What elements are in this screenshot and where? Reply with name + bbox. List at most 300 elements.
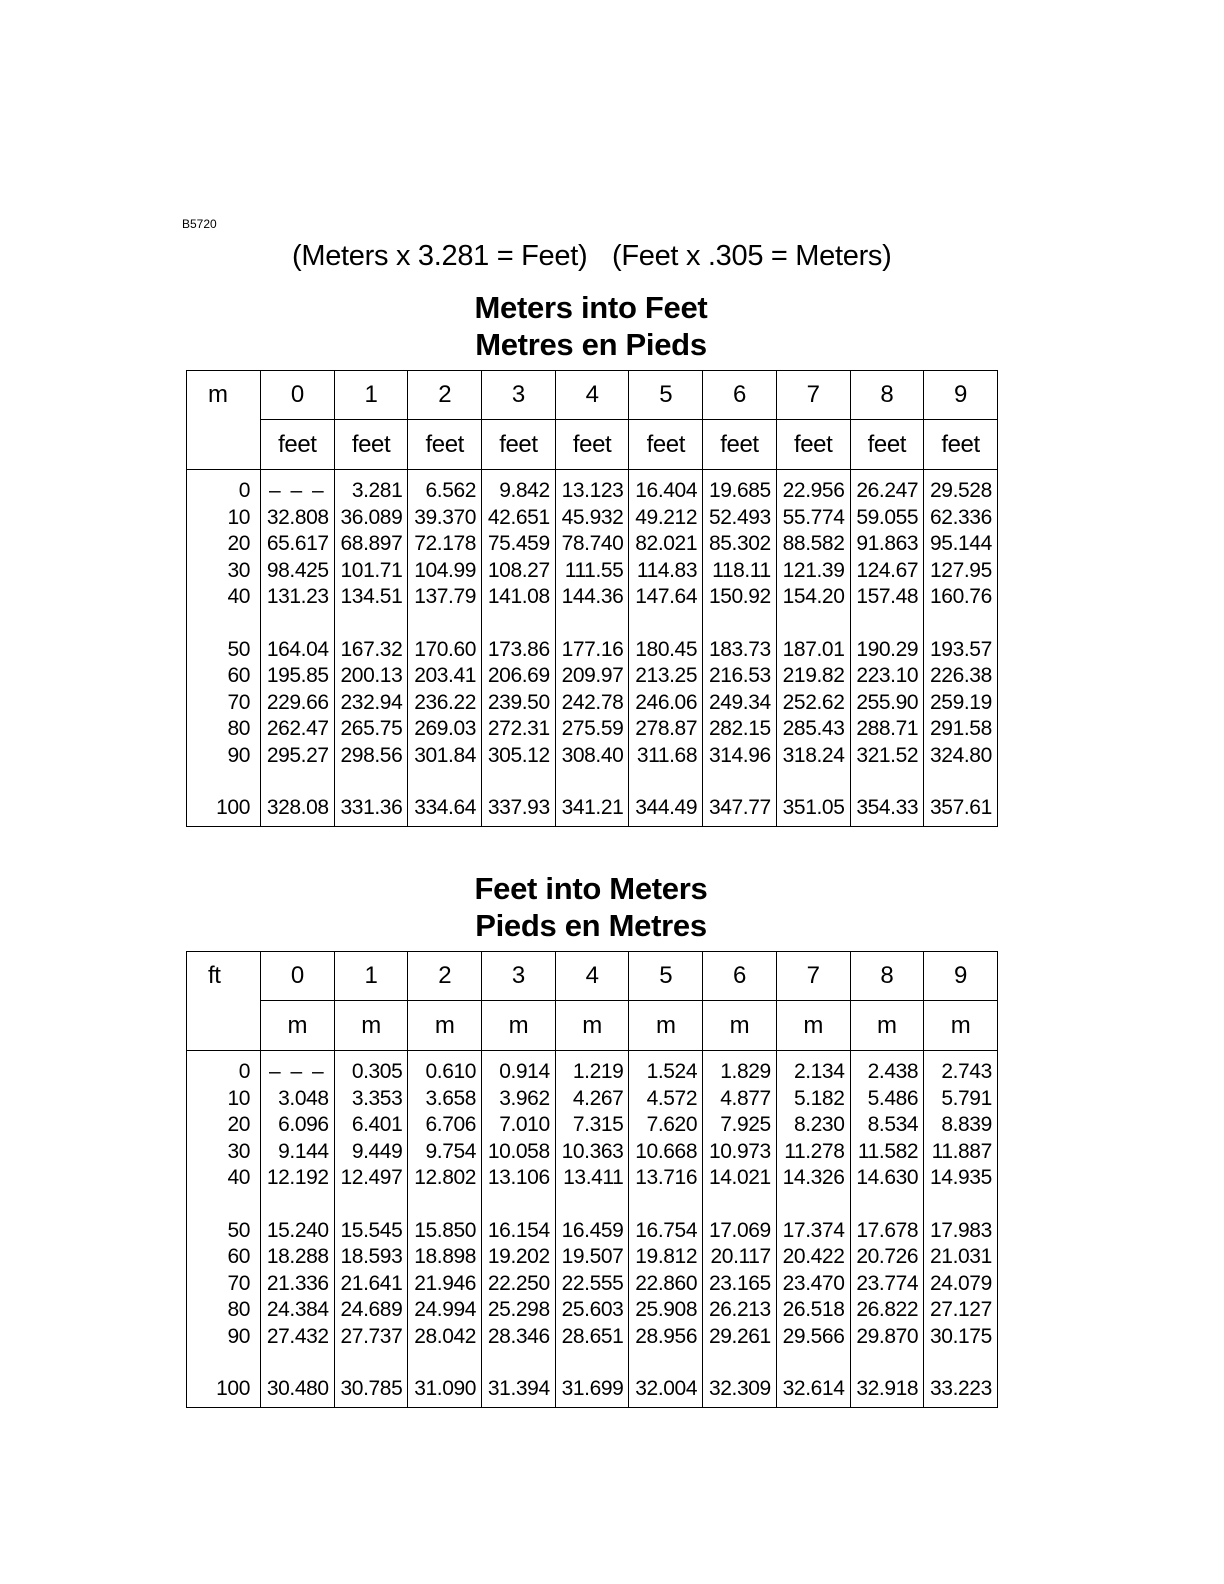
value-cell: 22.555 [555,1271,629,1298]
value-cell: 29.261 [703,1324,777,1351]
column-header: 7 [776,952,850,1001]
spacer-row [187,1192,998,1218]
value-cell: 2.438 [850,1051,924,1086]
value-cell: 318.24 [776,743,850,770]
value-cell: 18.593 [334,1244,408,1271]
unit-header-row [187,420,998,470]
spacer-cell [408,1350,482,1376]
column-header: 7 [776,371,850,420]
unit-label: m [261,1001,335,1051]
column-header: 5 [629,371,703,420]
value-cell: 19.685 [703,470,777,505]
value-cell: 29.870 [850,1324,924,1351]
spacer-cell [261,769,335,795]
spacer-cell [924,769,998,795]
spacer-cell [187,1192,261,1218]
column-header: 9 [924,952,998,1001]
row-label: 70 [227,1271,250,1295]
value-cell: 177.16 [555,637,629,664]
table-row [187,663,998,690]
unit-label: feet [482,420,556,470]
value-cell: 354.33 [850,795,924,826]
unit-label: feet [261,420,335,470]
column-header: 0 [261,371,335,420]
table-row [187,470,998,505]
value-cell: 28.042 [408,1324,482,1351]
value-cell: 314.96 [703,743,777,770]
value-cell: 18.288 [261,1244,335,1271]
value-cell: 14.326 [776,1165,850,1192]
value-cell: 13.716 [629,1165,703,1192]
unit-label: feet [334,420,408,470]
value-cell: 14.630 [850,1165,924,1192]
spacer-row [187,1350,998,1376]
table-row [187,1051,998,1086]
spacer-cell [482,769,556,795]
spacer-cell [482,1350,556,1376]
row-label: 70 [227,690,250,714]
table-row [187,1086,998,1113]
value-cell: 10.973 [703,1139,777,1166]
column-header: 2 [408,952,482,1001]
value-cell: 0.305 [334,1051,408,1086]
spacer-cell [408,769,482,795]
value-cell: 301.84 [408,743,482,770]
value-cell: 65.617 [261,531,335,558]
value-cell: 24.689 [334,1297,408,1324]
value-cell: 5.791 [924,1086,998,1113]
spacer-cell [850,1192,924,1218]
table-row [187,1244,998,1271]
spacer-cell [187,769,261,795]
value-cell: 4.267 [555,1086,629,1113]
value-cell: 27.737 [334,1324,408,1351]
spacer-cell [187,611,261,637]
column-header: 3 [482,371,556,420]
column-header-row [187,952,998,1001]
unit-label: feet [703,420,777,470]
spacer-cell [334,769,408,795]
value-cell: 347.77 [703,795,777,826]
value-cell: 20.422 [776,1244,850,1271]
value-cell: 282.15 [703,716,777,743]
value-cell: 1.524 [629,1051,703,1086]
row-label: 90 [227,1324,250,1348]
value-cell: 20.726 [850,1244,924,1271]
value-cell: 206.69 [482,663,556,690]
value-cell: 262.47 [261,716,335,743]
value-cell: 72.178 [408,531,482,558]
value-cell: 6.706 [408,1112,482,1139]
value-cell: 121.39 [776,558,850,585]
value-cell: 11.278 [776,1139,850,1166]
column-header: 6 [703,371,777,420]
value-cell: 298.56 [334,743,408,770]
value-cell: 118.11 [703,558,777,585]
value-cell: 0.610 [408,1051,482,1086]
value-cell: 59.055 [850,505,924,532]
table2-title-en: Feet into Meters [474,871,708,906]
value-cell: 3.658 [408,1086,482,1113]
unit-label: m [334,1001,408,1051]
spacer-cell [924,1192,998,1218]
spacer-cell [776,611,850,637]
spacer-row [187,611,998,637]
value-cell: 285.43 [776,716,850,743]
spacer-cell [629,769,703,795]
value-cell: 213.25 [629,663,703,690]
value-cell: 49.212 [629,505,703,532]
value-cell: 203.41 [408,663,482,690]
value-cell: 36.089 [334,505,408,532]
value-cell: 1.219 [555,1051,629,1086]
table-row [187,1324,998,1351]
value-cell: 3.048 [261,1086,335,1113]
table-row [187,558,998,585]
value-cell: 101.71 [334,558,408,585]
value-cell: 351.05 [776,795,850,826]
row-label: 20 [227,532,250,556]
value-cell: 12.802 [408,1165,482,1192]
value-cell: 21.031 [924,1244,998,1271]
unit-label: m [482,1001,556,1051]
value-cell: 242.78 [555,690,629,717]
value-cell: 187.01 [776,637,850,664]
value-cell: 8.534 [850,1112,924,1139]
spacer-cell [408,611,482,637]
spacer-cell [850,769,924,795]
unit-label: m [850,1001,924,1051]
spacer-cell [629,611,703,637]
feet-to-meters-formula: (Feet x .305 = Meters) [612,240,892,272]
value-cell: 331.36 [334,795,408,826]
value-cell: 26.822 [850,1297,924,1324]
spacer-cell [924,1350,998,1376]
unit-label: feet [924,420,998,470]
unit-label: m [629,1001,703,1051]
value-cell: 91.863 [850,531,924,558]
spacer-cell [850,611,924,637]
value-cell: 324.80 [924,743,998,770]
column-header: 4 [555,952,629,1001]
value-cell: 21.946 [408,1271,482,1298]
row-label: 30 [227,1139,250,1163]
row-label: 60 [227,1245,250,1269]
spacer-cell [261,1350,335,1376]
value-cell: 272.31 [482,716,556,743]
value-cell: 305.12 [482,743,556,770]
value-cell: 308.40 [555,743,629,770]
row-label: 10 [227,505,250,529]
value-cell: 23.470 [776,1271,850,1298]
value-cell: 10.363 [555,1139,629,1166]
spacer-cell [408,1192,482,1218]
value-cell: 82.021 [629,531,703,558]
row-label: 10 [227,1086,250,1110]
spacer-cell [482,611,556,637]
table-row [187,1297,998,1324]
row-label: 60 [227,664,250,688]
value-cell: 5.182 [776,1086,850,1113]
value-cell: 311.68 [629,743,703,770]
value-cell: 11.887 [924,1139,998,1166]
value-cell: 16.404 [629,470,703,505]
value-cell: 85.302 [703,531,777,558]
row-label: 80 [227,1298,250,1322]
row-label: 40 [227,1166,250,1190]
value-cell: 25.908 [629,1297,703,1324]
value-cell: 17.374 [776,1218,850,1245]
value-cell: 15.240 [261,1218,335,1245]
value-cell: 75.459 [482,531,556,558]
value-cell: 124.67 [850,558,924,585]
corner-label: ft [208,962,221,990]
value-cell: 22.860 [629,1271,703,1298]
spacer-cell [850,1350,924,1376]
value-cell: 24.079 [924,1271,998,1298]
value-cell: 27.432 [261,1324,335,1351]
spacer-row [187,769,998,795]
value-cell: 4.877 [703,1086,777,1113]
value-cell: 239.50 [482,690,556,717]
spacer-cell [482,1192,556,1218]
value-cell: 232.94 [334,690,408,717]
value-cell: 328.08 [261,795,335,826]
value-cell: 255.90 [850,690,924,717]
blank-cell [187,1001,261,1051]
value-cell: 236.22 [408,690,482,717]
value-cell: 334.64 [408,795,482,826]
unit-label: m [408,1001,482,1051]
value-cell: 137.79 [408,584,482,611]
value-cell: 9.144 [261,1139,335,1166]
table-row [187,531,998,558]
value-cell: 7.315 [555,1112,629,1139]
value-cell: 7.925 [703,1112,777,1139]
row-label: 40 [227,585,250,609]
value-cell: 29.566 [776,1324,850,1351]
value-cell: 226.38 [924,663,998,690]
unit-label: m [924,1001,998,1051]
value-cell: 209.97 [555,663,629,690]
value-cell: 219.82 [776,663,850,690]
table2-title [0,870,1182,944]
value-cell: 167.32 [334,637,408,664]
value-cell: 190.29 [850,637,924,664]
value-cell: 21.641 [334,1271,408,1298]
value-cell: 127.95 [924,558,998,585]
value-cell: 223.10 [850,663,924,690]
blank-cell [187,420,261,470]
value-cell: 11.582 [850,1139,924,1166]
column-header: 2 [408,371,482,420]
value-cell: 13.106 [482,1165,556,1192]
value-cell: 144.36 [555,584,629,611]
value-cell: 18.898 [408,1244,482,1271]
unit-label: feet [408,420,482,470]
value-cell: 32.004 [629,1376,703,1407]
spacer-cell [776,1350,850,1376]
spacer-cell [555,1192,629,1218]
value-cell: 341.21 [555,795,629,826]
spacer-cell [334,611,408,637]
value-cell: 25.603 [555,1297,629,1324]
table-row [187,1218,998,1245]
unit-label: m [555,1001,629,1051]
value-cell: 30.175 [924,1324,998,1351]
row-label: 100 [216,1377,250,1401]
value-cell: 157.48 [850,584,924,611]
value-cell: 147.64 [629,584,703,611]
column-header: 8 [850,952,924,1001]
value-cell: 28.956 [629,1324,703,1351]
value-cell: 288.71 [850,716,924,743]
spacer-cell [703,769,777,795]
row-label: 30 [227,558,250,582]
value-cell: 131.23 [261,584,335,611]
table-row [187,1139,998,1166]
row-label: 90 [227,743,250,767]
value-cell: 28.346 [482,1324,556,1351]
value-cell: 62.336 [924,505,998,532]
value-cell: 111.55 [555,558,629,585]
value-cell: 28.651 [555,1324,629,1351]
value-cell: 33.223 [924,1376,998,1407]
value-cell: 170.60 [408,637,482,664]
value-cell: 6.401 [334,1112,408,1139]
corner-label: m [208,381,228,409]
value-cell: 24.994 [408,1297,482,1324]
value-cell: 8.230 [776,1112,850,1139]
column-header: 1 [334,371,408,420]
spacer-cell [776,769,850,795]
value-cell: 45.932 [555,505,629,532]
value-cell: 249.34 [703,690,777,717]
value-cell: 42.651 [482,505,556,532]
unit-label: feet [555,420,629,470]
value-cell: 278.87 [629,716,703,743]
table1-title [0,289,1182,363]
value-cell: 141.08 [482,584,556,611]
value-cell: 10.058 [482,1139,556,1166]
value-cell: 22.956 [776,470,850,505]
value-cell: 32.309 [703,1376,777,1407]
value-cell: 295.27 [261,743,335,770]
value-cell: 4.572 [629,1086,703,1113]
value-cell: 16.754 [629,1218,703,1245]
spacer-cell [703,1350,777,1376]
value-cell: 229.66 [261,690,335,717]
value-cell: 5.486 [850,1086,924,1113]
table-row [187,505,998,532]
row-label: 0 [238,1060,250,1084]
conversion-formulas [292,240,892,273]
value-cell: 183.73 [703,637,777,664]
value-cell: 344.49 [629,795,703,826]
value-cell: 17.983 [924,1218,998,1245]
document-code: B5720 [182,217,217,231]
value-cell: 108.27 [482,558,556,585]
table-row [187,743,998,770]
value-cell: 98.425 [261,558,335,585]
value-cell: 16.154 [482,1218,556,1245]
spacer-cell [629,1350,703,1376]
spacer-cell [703,611,777,637]
value-cell: 20.117 [703,1244,777,1271]
table-row [187,1165,998,1192]
row-label: 100 [216,796,250,820]
value-cell: 32.808 [261,505,335,532]
value-cell: 13.411 [555,1165,629,1192]
row-label: 50 [227,637,250,661]
value-cell: 7.620 [629,1112,703,1139]
value-cell: 173.86 [482,637,556,664]
value-cell: 23.165 [703,1271,777,1298]
value-cell: 15.545 [334,1218,408,1245]
value-cell: 30.480 [261,1376,335,1407]
table-row [187,584,998,611]
meters-into-feet-table [186,370,998,827]
value-cell: 32.918 [850,1376,924,1407]
value-cell: 3.281 [334,470,408,505]
value-cell: 216.53 [703,663,777,690]
value-cell: 337.93 [482,795,556,826]
spacer-cell [187,1350,261,1376]
meters-to-feet-formula: (Meters x 3.281 = Feet) [292,240,588,272]
value-cell: 114.83 [629,558,703,585]
value-cell: 104.99 [408,558,482,585]
row-label: 50 [227,1218,250,1242]
value-cell: 95.144 [924,531,998,558]
value-cell: 1.829 [703,1051,777,1086]
value-cell: 9.842 [482,470,556,505]
value-cell: 9.754 [408,1139,482,1166]
table-row [187,1271,998,1298]
row-label: 80 [227,717,250,741]
value-cell: 17.069 [703,1218,777,1245]
value-cell: 134.51 [334,584,408,611]
value-cell: 55.774 [776,505,850,532]
value-cell: 195.85 [261,663,335,690]
column-header: 5 [629,952,703,1001]
table-row [187,637,998,664]
unit-label: feet [850,420,924,470]
value-cell: 9.449 [334,1139,408,1166]
column-header: 9 [924,371,998,420]
row-label: 20 [227,1113,250,1137]
column-header: 1 [334,952,408,1001]
value-cell: 26.213 [703,1297,777,1324]
spacer-cell [776,1192,850,1218]
table-row [187,795,998,826]
value-cell: 321.52 [850,743,924,770]
value-cell: 10.668 [629,1139,703,1166]
value-cell: 12.497 [334,1165,408,1192]
value-cell: 12.192 [261,1165,335,1192]
value-cell: 246.06 [629,690,703,717]
value-cell: 252.62 [776,690,850,717]
value-cell: 164.04 [261,637,335,664]
spacer-cell [555,611,629,637]
value-cell: 25.298 [482,1297,556,1324]
column-header: 0 [261,952,335,1001]
value-cell: 31.394 [482,1376,556,1407]
spacer-cell [703,1192,777,1218]
unit-header-row [187,1001,998,1051]
value-cell: 7.010 [482,1112,556,1139]
spacer-cell [334,1350,408,1376]
spacer-cell [924,611,998,637]
